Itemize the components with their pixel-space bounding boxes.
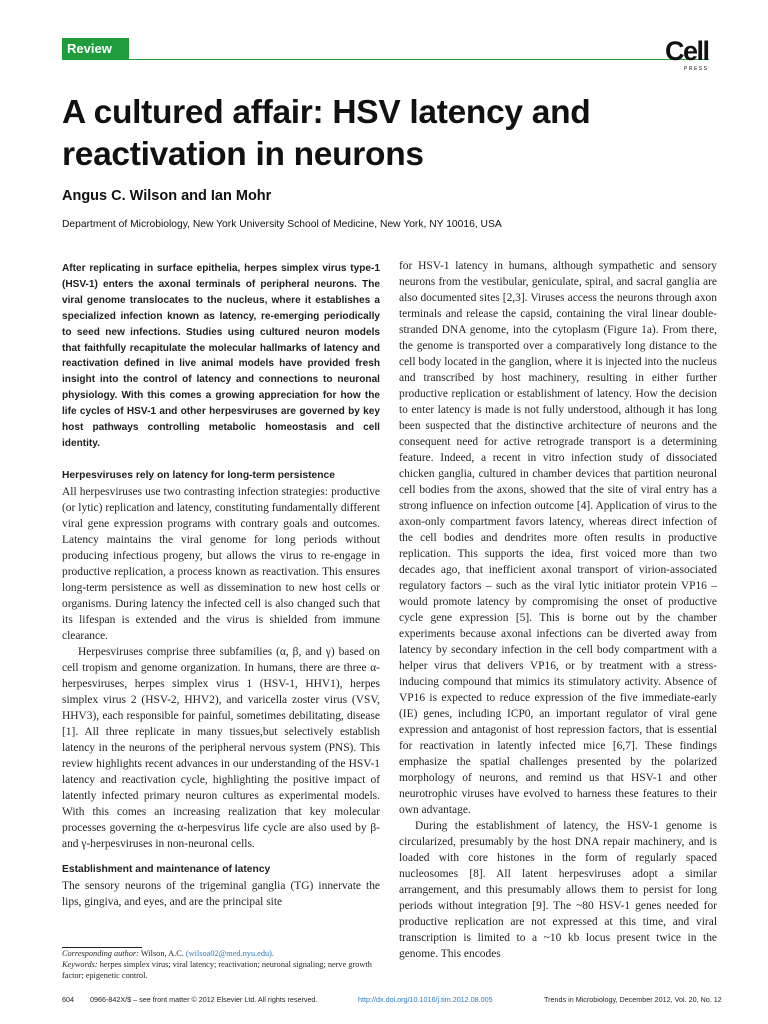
abstract: After replicating in surface epithelia, herpes simplex virus type-1 (HSV-1) enters the axonal terminals of peripheral neurons. The viral genome translocates to the nucleus, where it establishes a specialized infection known as latency, re-emerging periodically to seed new infections. Studies using cultured neuron models that faithfully recapitulate the molecular hallmarks of latency and reactivation defined in live animal models have provided fresh insight into the control of latency and connections to neuronal physiology. With this comes a growing appreciation for how the life cycles of HSV-1 and other herpesviruses are governed by key host pathways controlling metabolic homeostasis and cell identity. bbox=[62, 263, 380, 449]
keywords bbox=[62, 960, 380, 982]
article-title: A cultured affair: HSV latency and reactivation in neurons bbox=[62, 94, 591, 173]
article-authors: Angus C. Wilson and Ian Mohr bbox=[62, 188, 272, 204]
page-footer bbox=[62, 995, 722, 1007]
journal-logo-subtitle: PRESS bbox=[684, 66, 709, 72]
header-rule bbox=[129, 59, 709, 60]
left-column bbox=[62, 258, 380, 910]
footnotes bbox=[62, 949, 380, 981]
issn-copyright: 0966-842X/$ – see front matter © 2012 Elsevier Ltd. All rights reserved. bbox=[90, 995, 318, 1004]
body-paragraph: All herpesviruses use two contrasting infection strategies: productive (or lytic) replication and latency, constituting fundamentally different viral gene expression programs with contrary goals and outcomes. Latency maintains the viral genome for long periods without producing infectious progeny, but allows the virus to re-engage in productive replication, a process known as reactivation. This ensures long-term persistence as well as dissemination to new host cells or organisms. During latency the infected cell is also changed such that its lifespan is extended and the virus is shielded from immune clearance. bbox=[62, 485, 380, 642]
footnote-rule bbox=[62, 947, 142, 948]
corresponding-author bbox=[62, 949, 380, 960]
body-paragraph: During the establishment of latency, the HSV-1 genome is circularized, presumably by the host DNA repair machinery, and is loaded with core histones in the form of regularly spaced nucleosomes [8]. All latent herpesviruses adopt a similar arrangement, and this presumably allows them to persist for long periods without integration [9]. The ~80 HSV-1 genes needed for productive replication are not expressed at this time, and viral transcription is limited to a ~10 kb locus present twice in the genome. This encodes bbox=[399, 820, 717, 960]
section-heading-latency: Herpesviruses rely on latency for long-term persistence bbox=[62, 469, 335, 481]
body-paragraph: Herpesviruses comprise three subfamilies (α, β, and γ) based on cell tropism and genome organization. In humans, there are three α-herpesviruses, herpes simplex virus 1 (HSV-1, HHV1), herpes simplex virus 2 (HSV-2, HHV2), and varicella zoster virus (VSV, HHV3), each responsible for painful, sometimes debilitating, disease [1]. All three replicate in many tissues,but selectively establish latency in the neurons of the peripheral nervous system (PNS). This review highlights recent advances in our understanding of the HSV-1 latency and reactivation cycle, highlighting the positive impact of latently infected primary neuron cultures as experimental models. With this comes an increasing realization that key molecular processes governing the α-herpesvirus life cycle are also used by β- and γ-herpesviruses in non-neuronal cells. bbox=[62, 645, 380, 850]
section-heading-establishment: Establishment and maintenance of latency bbox=[62, 863, 271, 875]
right-column bbox=[399, 258, 717, 962]
journal-logo: Cell bbox=[665, 36, 709, 66]
body-paragraph: for HSV-1 latency in humans, although sympathetic and sensory neurons from the vestibular, geniculate, spiral, and sacral ganglia are also documented sites [2,3]. Viruses access the neurons through axon terminals and release the capsid, containing the viral linear double-stranded DNA genome, into the cytoplasm (Figure 1a). From there, the genome is transported over a comparatively long distance to the cell body located in the ganglion, where it is injected into the nucleus and transcribed by host machinery, resulting in either further productive replication or establishment of latency. How the decision to enter latency is made is not fully understood, although it has long been suspected that the distinctive architecture of neurons and the consequent need for active retrograde transport is a determining feature. Indeed, a recent in vitro infection study of dissociated chicken ganglia, cultured in chamber devices that partition neuronal cell bodies from the axons, showed that the site of viral entry has a strong influence on infection outcome [4]. Application of virus to the axon-only compartment favors latency, whereas direct infection of the cell bodies and dendrites more often results in productive replication. This supports the idea, first voiced more than two decades ago, that inefficient axonal transport of virion-associated regulatory factors – such as the viral lytic initiator protein VP16 – would promote latency by compromising the onset of productive cycle gene expression [5]. This is borne out by the chamber experiments because axonal infections can be diverted away from latency by secondary infection in the cell body compartment with a helper virus that delivers VP16, or by treatment with a stress-inducing compound that mimics its stimulatory activity. Absence of VP16 is expected to reduce expression of the five immediate-early (IE) genes, including ICP0, an important regulator of viral gene expression and antagonist of host repression factors, that is essential for reactivation in latently infected mice [6,7]. These findings emphasize the spatial challenges presented by the polarized morphology of neurons, and remind us that HSV-1 and other neurotrophic viruses have evolved to harness these features to their own advantage. bbox=[399, 260, 717, 816]
corresponding-email-link[interactable]: (wilsoa02@med.nyu.edu). bbox=[185, 949, 274, 958]
corresponding-label: Corresponding author: bbox=[62, 949, 139, 958]
body-paragraph: The sensory neurons of the trigeminal ganglia (TG) innervate the lips, gingiva, and eyes, and are the principal site bbox=[62, 879, 380, 908]
corresponding-name: Wilson, A.C. bbox=[140, 949, 184, 958]
doi-link[interactable]: http://dx.doi.org/10.1016/j.tim.2012.08.005 bbox=[358, 995, 493, 1004]
section-tab: Review bbox=[62, 38, 129, 60]
page-number: 604 bbox=[62, 995, 74, 1004]
author-affiliation: Department of Microbiology, New York University School of Medicine, New York, NY 10016, USA bbox=[62, 219, 502, 230]
keywords-label: Keywords: bbox=[62, 959, 98, 969]
keywords-text: herpes simplex virus; viral latency; reactivation; neuronal signaling; nerve growth factor; epigenetic control. bbox=[62, 959, 372, 980]
journal-citation: Trends in Microbiology, December 2012, Vol. 20, No. 12 bbox=[544, 995, 722, 1004]
